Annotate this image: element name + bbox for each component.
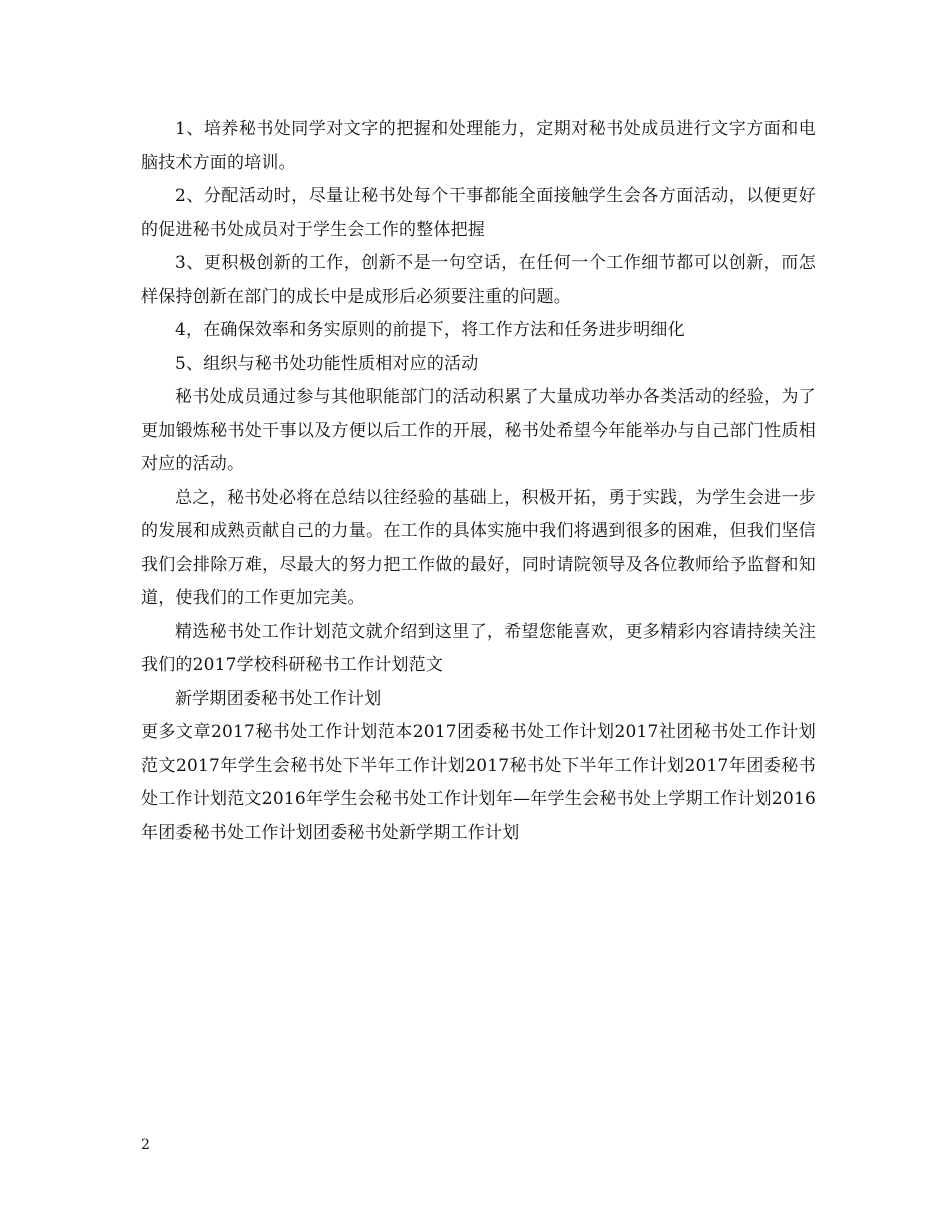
page-number: 2	[141, 1137, 150, 1153]
paragraph-related-title: 新学期团委秘书处工作计划	[175, 688, 382, 709]
paragraph-conclusion: 总之，秘书处必将在总结以往经验的基础上，积极开拓，勇于实践，为学生会进一步的发展和成熟贡献自己的力量。在工作的具体实施中我们将遇到很多的困难，但我们坚信我们会排除万难，尽最大的努力把工作做的最好，同时请院领导及各位教师给予监督和知道，使我们的工作更加完美。	[141, 487, 816, 608]
paragraph-more-articles: 更多文章2017秘书处工作计划范本2017团委秘书处工作计划2017社团秘书处工作计划范文2017年学生会秘书处下半年工作计划2017秘书处下半年工作计划2017年团委秘书处工作计划范文2016年学生会秘书处工作计划年—年学生会秘书处上学期工作计划2016年团委秘书处工作计划团委秘书处新学期工作计划	[141, 722, 816, 843]
paragraph-innovation: 3、更积极创新的工作，创新不是一句空话，在任何一个工作细节都可以创新，而怎样保持创新在部门的成长中是成形后必须要注重的问题。	[141, 253, 816, 307]
paragraph-efficiency: 4，在确保效率和务实原则的前提下，将工作方法和任务进步明细化	[175, 320, 685, 340]
paragraph-closing-note: 精选秘书处工作计划范文就介绍到这里了，希望您能喜欢，更多精彩内容请持续关注我们的2017学校科研秘书工作计划范文	[141, 621, 816, 675]
paragraph-activity-assignment: 2、分配活动时，尽量让秘书处每个干事都能全面接触学生会各方面活动，以便更好的促进秘书处成员对于学生会工作的整体把握	[141, 186, 816, 240]
document-body	[141, 113, 816, 850]
paragraph-experience: 秘书处成员通过参与其他职能部门的活动积累了大量成功举办各类活动的经验，为了更加锻炼秘书处干事以及方便以后工作的开展，秘书处希望今年能举办与自己部门性质相对应的活动。	[141, 387, 816, 474]
paragraph-organize-activities: 5、组织与秘书处功能性质相对应的活动	[175, 353, 479, 374]
paragraph-training: 1、培养秘书处同学对文字的把握和处理能力，定期对秘书处成员进行文字方面和电脑技术方面的培训。	[141, 119, 816, 173]
